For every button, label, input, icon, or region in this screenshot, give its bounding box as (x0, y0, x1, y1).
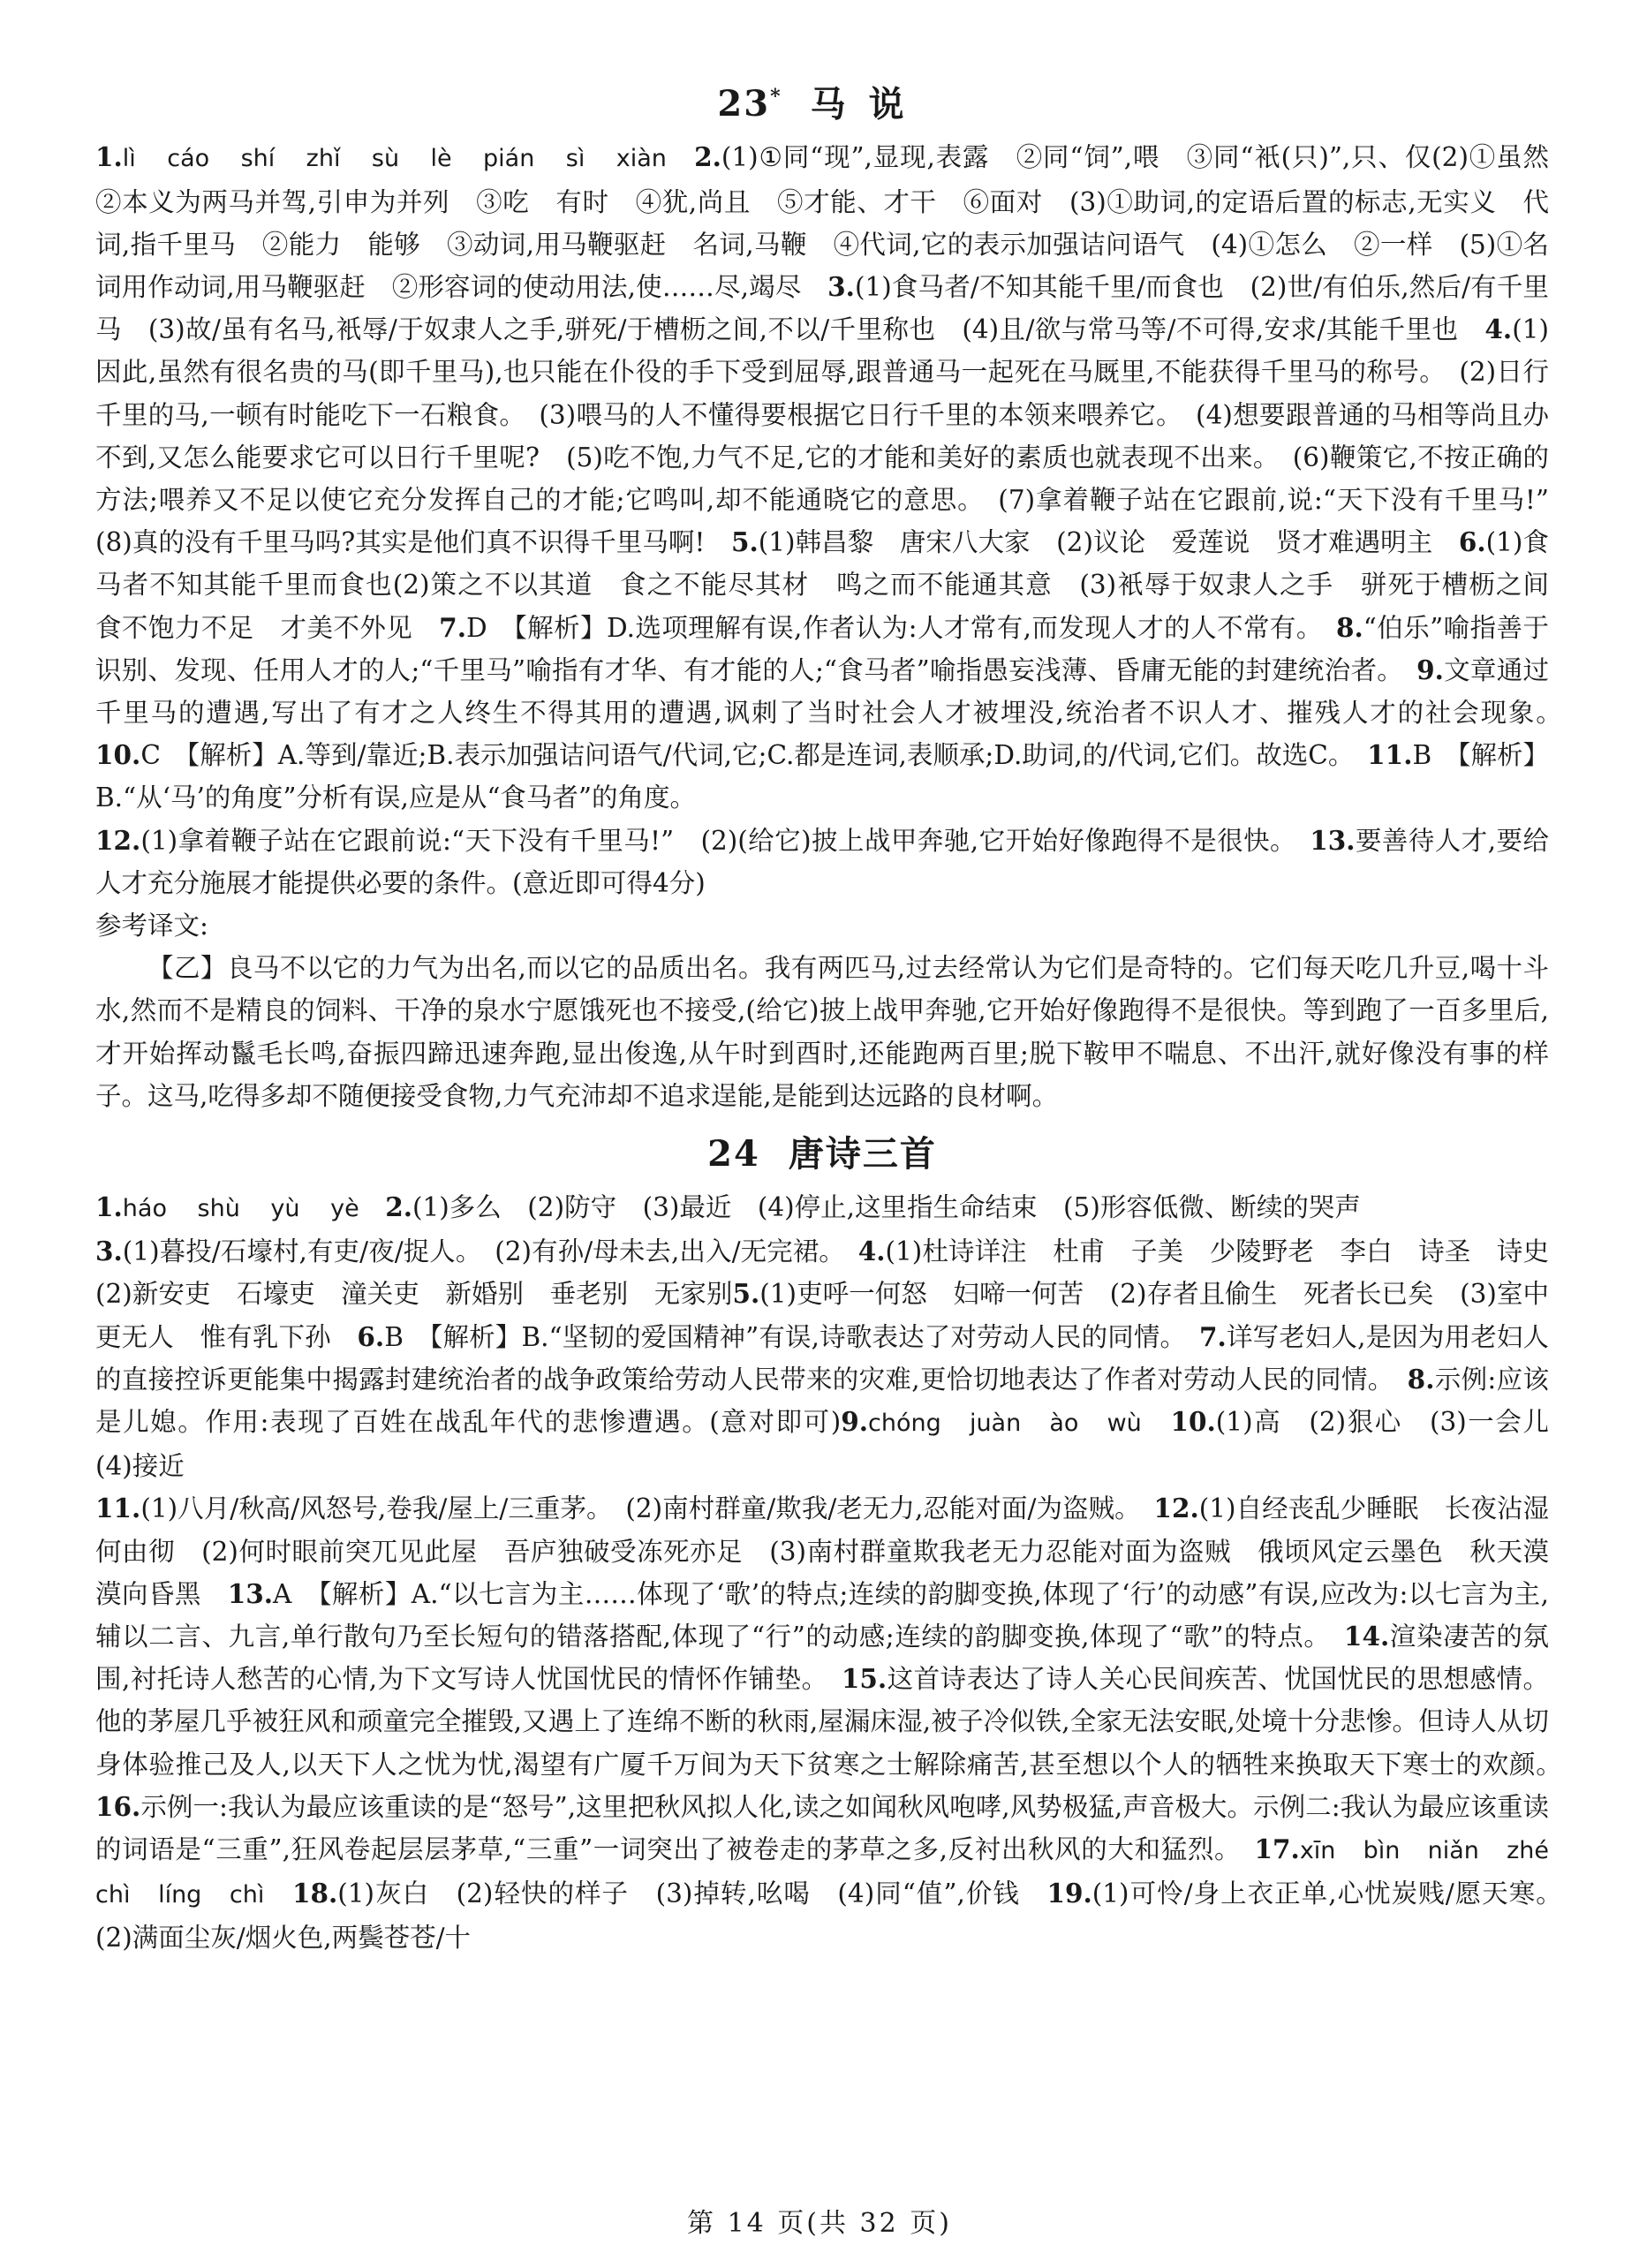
pinyin-answer: chóng juàn ào wù (868, 1410, 1142, 1438)
pinyin-answer: xīn bìn niǎn zhé chì líng chì (95, 1837, 1549, 1909)
pinyin-answer: lì cáo shí zhǐ sù lè pián sì xiàn (122, 145, 667, 173)
reference-translation: 【乙】良马不以它的力气为出名,而以它的品质出名。我有两匹马,过去经常认为它们是奇特的。它们每天吃几升豆,喝十斗水,然而不是精良的饲料、干净的泉水宁愿饿死也不接受,(给它)披上战甲奔驰,它开始好像跑得不是很快。等到跑了一百多里后,才开始挥动鬣毛长鸣,奋振四蹄迅速奔跑,显出俊逸,从午时到酉时,还能跑两百里;脱下鞍甲不喘息、不出汗,就好像没有事的样子。这马,吃得多却不随便接受食物,力气充沛却不追求逞能,是能到达远路的良材啊。 (95, 953, 1549, 1111)
reference-translation-label: 参考译文: (95, 910, 208, 941)
section-number: 24 (707, 1133, 760, 1175)
section-title-text: 唐诗三首 (788, 1133, 937, 1175)
section-number: 23* (717, 83, 782, 125)
section-title-24 (95, 1130, 1549, 1179)
section-23-answers: 1.lì cáo shí zhǐ sù lè pián sì xiàn 2.(1)①同“现”,显现,表露 ②同“饲”,喂 ③同“衹(只)”,只、仅(2)①虽然 ②本义为两马并驾,引申为并列 ③吃 有时 ④犹,尚且 ⑤才能、才干 ⑥面对 (3)①助词,的定语后置的标志,无实义 代词,指千里马 ②能力 能够 ③动词,用马鞭驱赶 名词,马鞭 ④代词,它的表示加强诘问语气 (4)①怎么 ②一样 (5)①名词用作动词,用马鞭驱赶 ②形容词的使动用法,使……尽,竭尽 3.(1)食马者/不知其能千里/而食也 (2)世/有伯乐,然后/有千里马 (3)故/虽有名马,衹辱/于奴隶人之手,骈死/于槽枥之间,不以/千里称也 (4)且/欲与常马等/不可得,安求/其能千里也 4.(1)因此,虽然有很名贵的马(即千里马),也只能在仆役的手下受到屈辱,跟普通马一起死在马厩里,不能获得千里马的称号。 (2)日行千里的马,一顿有时能吃下一石粮食。 (3)喂马的人不懂得要根据它日行千里的本领来喂养它。 (4)想要跟普通的马相等尚且办不到,又怎么能要求它可以日行千里呢? (5)吃不饱,力气不足,它的才能和美好的素质也就表现不出来。 (6)鞭策它,不按正确的方法;喂养又不足以使它充分发挥自己的才能;它鸣叫,却不能通晓它的意思。 (7)拿着鞭子站在它跟前,说:“天下没有千里马!” (8)真的没有千里马吗?其实是他们真不识得千里马啊! 5.(1)韩昌黎 唐宋八大家 (2)议论 爱莲说 贤才难遇明主 6.(1)食马者不知其能千里而食也(2)策之不以其道 食之不能尽其材 鸣之而不能通其意 (3)衹辱于奴隶人之手 骈死于槽枥之间 食不饱力不足 才美不外见 7.D 【解析】D.选项理解有误,作者认为:人才常有,而发现人才的人不常有。 8.“伯乐”喻指善于识别、发现、任用人才的人;“千里马”喻指有才华、有才能的人;“食马者”喻指愚妄浅薄、昏庸无能的封建统治者。 9.文章通过千里马的遭遇,写出了有才之人终生不得其用的遭遇,讽刺了当时社会人才被埋没,统治者不识人才、摧残人才的社会现象。 10.C 【解析】A.等到/靠近;B.表示加强诘问语气/代词,它;C.都是连词,表顺承;D.助词,的/代词,它们。故选C。 11.B 【解析】B.“从‘马’的角度”分析有误,应是从“食马者”的角度。 12.(1)拿着鞭子站在它跟前说:“天下没有千里马!” (2)(给它)披上战甲奔驰,它开始好像跑得不是很快。 13.要善待人才,要给人才充分施展才能提供必要的条件。(意近即可得4分) (95, 141, 1575, 898)
pinyin-answer: háo shù yù yè (122, 1195, 359, 1222)
answer-page (95, 72, 1575, 1960)
section-24-answers: 1.háo shù yù yè 2.(1)多么 (2)防守 (3)最近 (4)停止,这里指生命结束 (5)形容低微、断续的哭声 3.(1)暮投/石壕村,有吏/夜/捉人。 (2)有孙/母未去,出入/无完裙。 4.(1)杜诗详注 杜甫 子美 少陵野老 李白 诗圣 诗史 (2)新安吏 石壕吏 潼关吏 新婚别 垂老别 无家别5.(1)吏呼一何怒 妇啼一何苦 (2)存者且偷生 死者长已矣 (3)室中更无人 惟有乳下孙 6.B 【解析】B.“坚韧的爱国精神”有误,诗歌表达了对劳动人民的同情。 7.详写老妇人,是因为用老妇人的直接控诉更能集中揭露封建统治者的战争政策给劳动人民带来的灾难,更恰切地表达了作者对劳动人民的同情。 8.示例:应该是儿媳。作用:表现了百姓在战乱年代的悲惨遭遇。(意对即可)9.chóng juàn ào wù 10.(1)高 (2)狠心 (3)一会儿 (4)接近 11.(1)八月/秋高/风怒号,卷我/屋上/三重茅。 (2)南村群童/欺我/老无力,忍能对面/为盗贼。 12.(1)自经丧乱少睡眠 长夜沾湿何由彻 (2)何时眼前突兀见此屋 吾庐独破受冻死亦足 (3)南村群童欺我老无力忍能对面为盗贼 俄顷风定云墨色 秋天漠漠向昏黑 13.A 【解析】A.“以七言为主……体现了‘歌’的特点;连续的韵脚变换,体现了‘行’的动感”有误,应改为:以七言为主,辅以二言、九言,单行散句乃至长短句的错落搭配,体现了“行”的动感;连续的韵脚变换,体现了“歌”的特点。 14.渲染凄苦的氛围,衬托诗人愁苦的心情,为下文写诗人忧国忧民的情怀作铺垫。 15.这首诗表达了诗人关心民间疾苦、忧国忧民的思想感情。他的茅屋几乎被狂风和顽童完全摧毁,又遇上了连绵不断的秋雨,屋漏床湿,被子冷似铁,全家无法安眠,处境十分悲惨。但诗人从切身体验推己及人,以天下人之忧为忧,渴望有广厦千万间为天下贫寒之士解除痛苦,甚至想以个人的牺牲来换取天下寒士的欢颜。 16.示例一:我认为最应该重读的是“怒号”,这里把秋风拟人化,读之如闻秋风咆哮,风势极猛,声音极大。示例二:我认为最应该重读的词语是“三重”,狂风卷起层层茅草,“三重”一词突出了被卷走的茅草之多,反衬出秋风的大和猛烈。 17.xīn bìn niǎn zhé chì líng chì 18.(1)灰白 (2)轻快的样子 (3)掉转,吆喝 (4)同“值”,价钱 19.(1)可怜/身上衣正单,心忧炭贱/愿天寒。 (2)满面尘灰/烟火色,两鬓苍苍/十 (95, 1191, 1575, 1954)
section-title-23 (95, 72, 1549, 129)
section-title-text: 马说 (810, 83, 927, 125)
page-number-footer: 第 14 页(共 32 页) (687, 2208, 952, 2239)
